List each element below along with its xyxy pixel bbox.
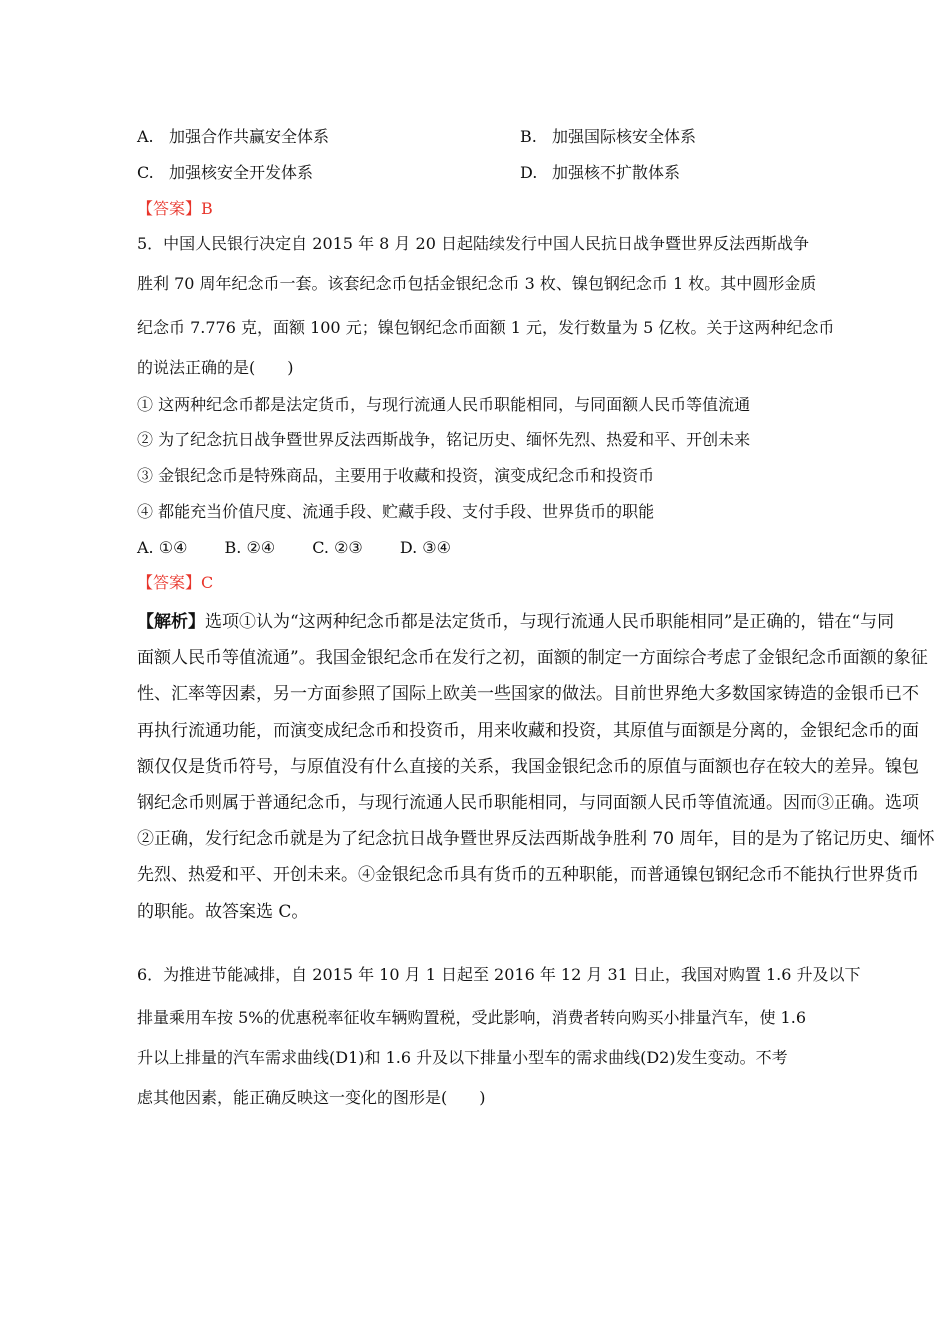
analysis-text: 选项①认为“这两种纪念币都是法定货币，与现行流通人民币职能相同”是正确的，错在“与同 xyxy=(205,612,895,632)
option-text: 加强核不扩散体系 xyxy=(552,163,681,182)
q5-statement-4: ④ 都能充当价值尺度、流通手段、贮藏手段、支付手段、世界货币的职能 xyxy=(137,502,655,521)
q6-stem-line-1: 6．为推进节能减排，自 2015 年 10 月 1 日起至 2016 年 12 月 31 日止，我国对购置 1.6 升及以下 xyxy=(137,965,861,984)
analysis-tag: 【解析】 xyxy=(137,612,205,632)
q5-stem-line-1: 5．中国人民银行决定自 2015 年 8 月 20 日起陆续发行中国人民抗日战争暨世界反法西斯战争 xyxy=(137,234,809,253)
q5-choice-d[interactable]: D. ③④ xyxy=(399,538,451,557)
q4-option-d[interactable] xyxy=(520,163,680,183)
analysis-line-4: 再执行流通功能，而演变成纪念币和投资币，用来收藏和投资，其原值与面额是分离的，金银纪念币的面 xyxy=(137,720,919,741)
q5-analysis xyxy=(137,604,935,930)
analysis-line-8: 先烈、热爱和平、开创未来。④金银纪念币具有货币的五种职能，而普通镍包钢纪念币不能执行世界货币 xyxy=(137,865,919,886)
analysis-line-7: ②正确，发行纪念币就是为了纪念抗日战争暨世界反法西斯战争胜利 70 周年，目的是为了铭记历史、缅怀 xyxy=(137,829,935,850)
option-text: 加强合作共赢安全体系 xyxy=(169,127,330,146)
q5-stem-line-2: 胜利 70 周年纪念币一套。该套纪念币包括金银纪念币 3 枚、镍包钢纪念币 1 枚。其中圆形金质 xyxy=(137,274,817,293)
q4-answer xyxy=(137,199,213,219)
q5-statement-2: ② 为了纪念抗日战争暨世界反法西斯战争，铭记历史、缅怀先烈、热爱和平、开创未来 xyxy=(137,430,751,449)
q4-option-c[interactable] xyxy=(137,163,313,183)
q5-stem-line-3: 纪念币 7.776 克，面额 100 元；镍包钢纪念币面额 1 元，发行数量为 5 亿枚。关于这两种纪念币 xyxy=(137,318,835,337)
q6-stem-line-3: 升以上排量的汽车需求曲线(D1)和 1.6 升及以下排量小型车的需求曲线(D2)发生变动。不考 xyxy=(137,1048,788,1067)
q5-stem-line-4: 的说法正确的是( ) xyxy=(137,358,294,377)
q5-choice-c[interactable]: C. ②③ xyxy=(312,538,363,557)
q5-statement-3: ③ 金银纪念币是特殊商品，主要用于收藏和投资，演变成纪念币和投资币 xyxy=(137,466,655,485)
q4-option-a[interactable] xyxy=(137,127,329,147)
analysis-line-6: 钢纪念币则属于普通纪念币，与现行流通人民币职能相同，与同面额人民币等值流通。因而③正确。选项 xyxy=(137,793,919,814)
analysis-line-3: 性、汇率等因素，另一方面参照了国际上欧美一些国家的做法。目前世界绝大多数国家铸造的金银币已不 xyxy=(137,684,919,705)
q5-choice-b[interactable]: B. ②④ xyxy=(224,538,276,557)
answer-value: B xyxy=(201,199,213,218)
analysis-line-2: 面额人民币等值流通”。我国金银纪念币在发行之初，面额的制定一方面综合考虑了金银纪念币面额的象征 xyxy=(137,648,928,669)
analysis-line-1 xyxy=(137,604,912,640)
q6-stem-line-2: 排量乘用车按 5%的优惠税率征收车辆购置税，受此影响，消费者转向购买小排量汽车，使 1.6 xyxy=(137,1008,807,1027)
option-text: 加强核安全开发体系 xyxy=(169,163,314,182)
q4-option-b[interactable] xyxy=(520,127,696,147)
q5-statement-1: ① 这两种纪念币都是法定货币，与现行流通人民币职能相同，与同面额人民币等值流通 xyxy=(137,395,751,414)
option-text: 加强国际核安全体系 xyxy=(552,127,697,146)
option-letter: C. xyxy=(137,163,154,182)
answer-tag: 【答案】 xyxy=(137,573,202,592)
option-letter: D. xyxy=(520,163,538,182)
analysis-line-5: 额仅仅是货币符号，与原值没有什么直接的关系，我国金银纪念币的原值与面额也存在较大的差异。镍包 xyxy=(137,756,919,777)
answer-value: C xyxy=(201,573,214,592)
option-letter: A. xyxy=(137,127,154,146)
q5-choice-a[interactable]: A. ①④ xyxy=(137,538,188,557)
q5-answer xyxy=(137,573,213,593)
q6-stem-line-4: 虑其他因素，能正确反映这一变化的图形是( ) xyxy=(137,1088,486,1107)
q5-choices xyxy=(137,538,483,558)
answer-tag: 【答案】 xyxy=(137,199,202,218)
analysis-line-9: 的职能。故答案选 C。 xyxy=(137,901,309,922)
option-letter: B. xyxy=(520,127,537,146)
